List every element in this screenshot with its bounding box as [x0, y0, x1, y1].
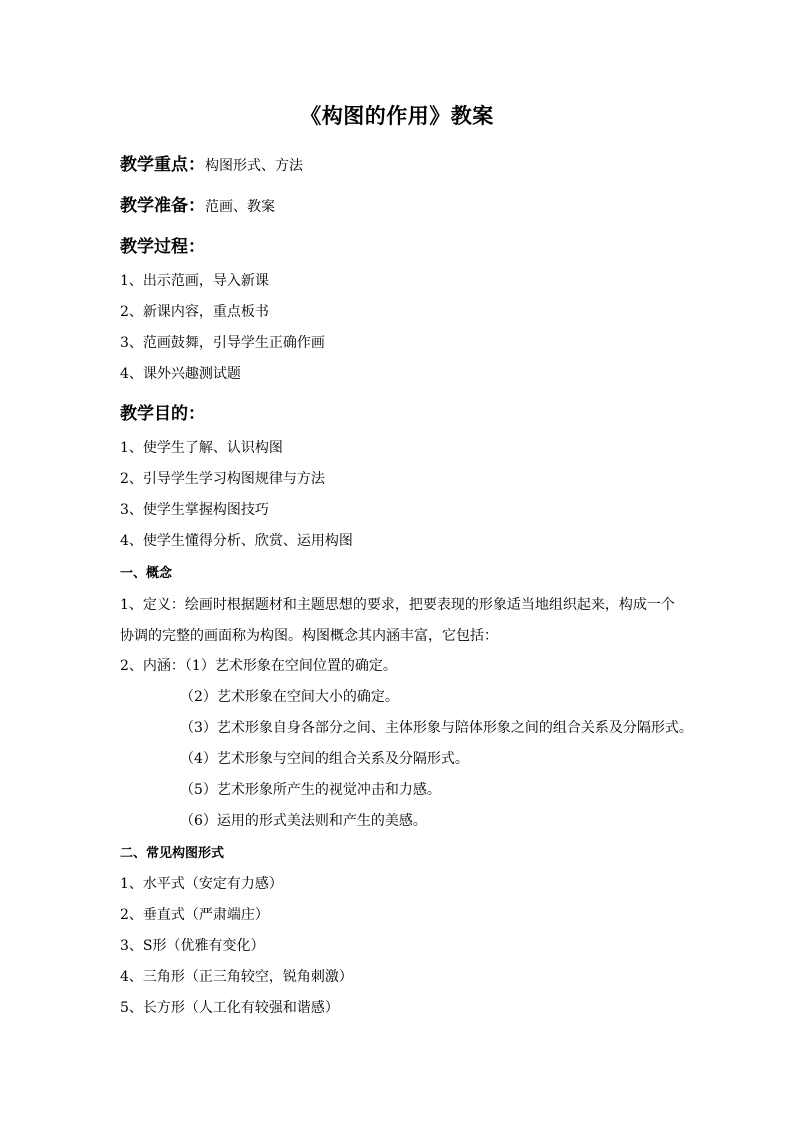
teaching-goal-heading: 教学目的： — [120, 404, 205, 424]
section-forms-heading: 二、常见构图形式 — [120, 846, 225, 861]
teaching-focus-text: 构图形式、方法 — [205, 158, 303, 174]
process-item: 1、出示范画，导入新课 — [120, 273, 269, 289]
teaching-prep-text: 范画、教案 — [205, 199, 275, 215]
form-item: 3、S形（优雅有变化） — [120, 938, 265, 954]
goal-item: 4、使学生懂得分析、欣赏、运用构图 — [120, 533, 353, 549]
teaching-focus — [120, 150, 303, 175]
definition-line-1: 1、定义：绘画时根据题材和主题思想的要求，把要表现的形象适当地组织起来，构成一个 — [120, 597, 675, 613]
form-item: 5、长方形（人工化有较强和谐感） — [120, 1000, 339, 1016]
goal-item: 3、使学生掌握构图技巧 — [120, 502, 269, 518]
teaching-prep-label: 教学准备： — [120, 196, 205, 216]
section-concept-heading: 一、概念 — [120, 566, 173, 581]
connotation-item: （2）艺术形象在空间大小的确定。 — [180, 689, 399, 705]
process-item: 3、范画鼓舞，引导学生正确作画 — [120, 335, 325, 351]
goal-item: 2、引导学生学习构图规律与方法 — [120, 471, 325, 487]
form-item: 4、三角形（正三角较空，锐角刺激） — [120, 969, 353, 985]
teaching-process-heading: 教学过程： — [120, 237, 205, 257]
form-item: 1、水平式（安定有力感） — [120, 876, 283, 892]
connotation-item: （5）艺术形象所产生的视觉冲击和力感。 — [180, 782, 441, 798]
teaching-focus-label: 教学重点： — [120, 155, 205, 175]
connotation-item: （6）运用的形式美法则和产生的美感。 — [180, 813, 427, 829]
teaching-prep — [120, 191, 275, 216]
connotation-first: 2、内涵：（1）艺术形象在空间位置的确定。 — [120, 658, 397, 674]
process-item: 4、课外兴趣测试题 — [120, 366, 241, 382]
process-item: 2、新课内容，重点板书 — [120, 304, 269, 320]
document-title: 《构图的作用》教案 — [300, 103, 494, 128]
connotation-item: （3）艺术形象自身各部分之间、主体形象与陪体形象之间的组合关系及分隔形式。 — [180, 720, 693, 736]
form-item: 2、垂直式（严肃端庄） — [120, 907, 269, 923]
definition-line-2: 协调的完整的画面称为构图。构图概念其内涵丰富，它包括： — [120, 628, 498, 644]
connotation-item: （4）艺术形象与空间的组合关系及分隔形式。 — [180, 751, 469, 767]
goal-item: 1、使学生了解、认识构图 — [120, 440, 283, 456]
